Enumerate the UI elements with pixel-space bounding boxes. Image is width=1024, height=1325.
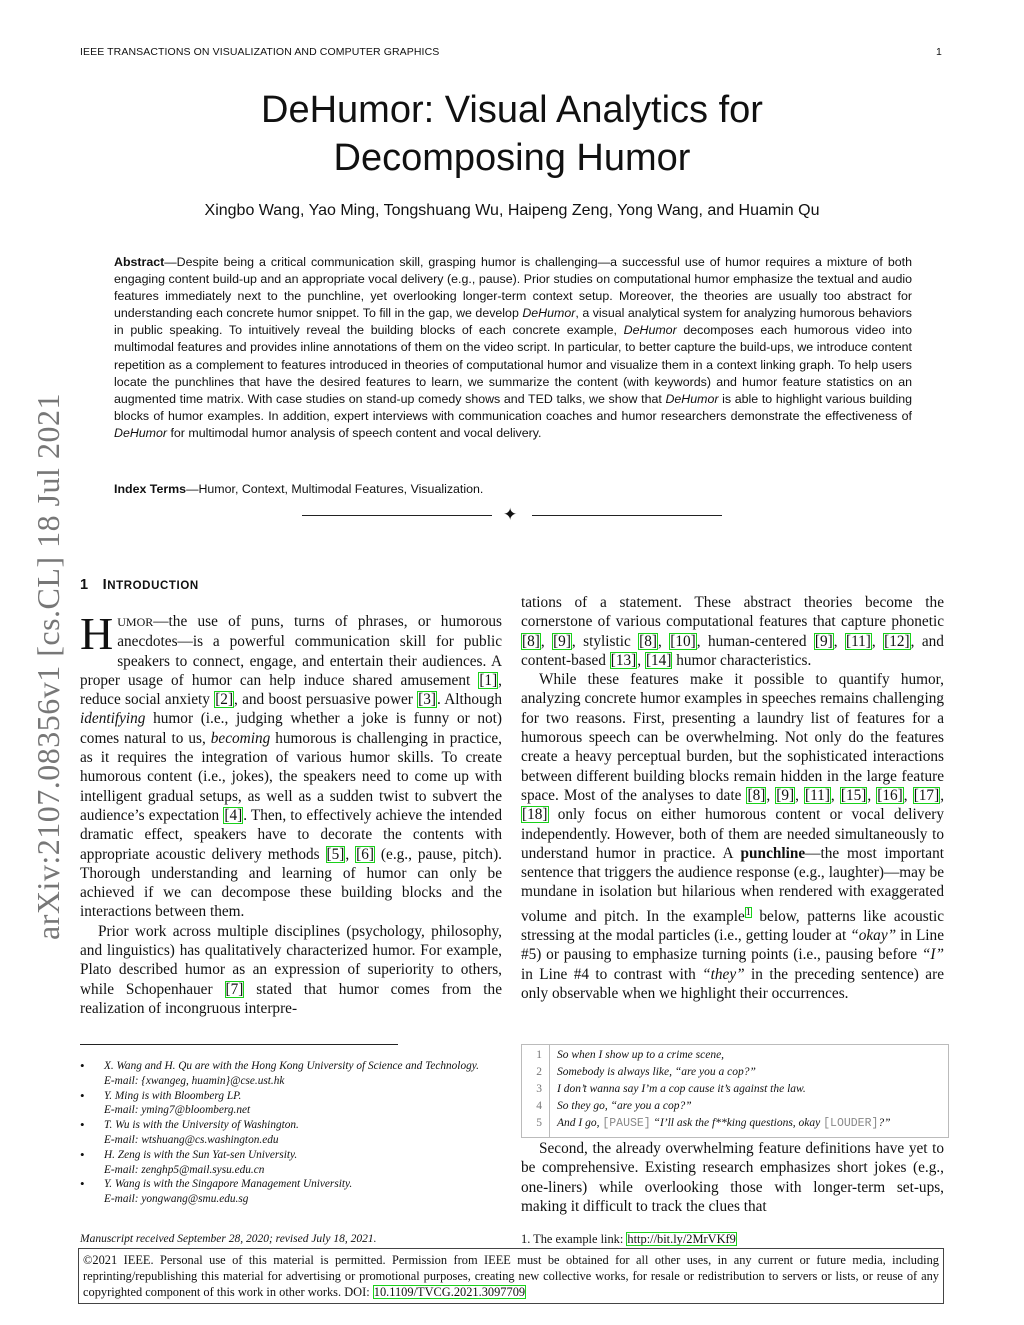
citation-link[interactable]: [5] <box>326 845 345 863</box>
affiliation-item <box>80 1148 502 1178</box>
body-text: , <box>830 786 840 804</box>
running-header: IEEE TRANSACTIONS ON VISUALIZATION AND COMPUTER GRAPHICS <box>80 46 440 58</box>
body-text: humor (i.e., judging whether a joke is funny or not) comes natural to us, <box>80 710 502 747</box>
body-text: . Although <box>436 691 502 709</box>
body-text: in Line #4 to contrast with <box>521 965 703 983</box>
example-url-link[interactable]: http://bit.ly/2MrVKf9 <box>627 1232 736 1246</box>
right-column-continued <box>521 1139 944 1216</box>
body-text: —the use of puns, turns of phrases, or humorous anecdotes—is a powerful communication skill for public speakers to connect, engage, and entertain their audiences. A proper usage of humor can help induce shared amusement <box>80 613 502 689</box>
emphasis: “okay” <box>850 927 897 945</box>
louder-tag: [LOUDER] <box>823 1117 879 1130</box>
citation-link[interactable]: [6] <box>356 845 374 863</box>
citation-link[interactable]: [10] <box>670 632 696 650</box>
arxiv-sidebar-stamp: arXiv:2107.08356v1 [cs.CL] 18 Jul 2021 <box>30 393 66 940</box>
body-text: humorous is challenging in practice, as it requires the integration of various humor skills. To create humorous content (i.e., jokes), the speakers need to come up with intelligent gradual setups, as well as a sudden twist to subvert the audience’s expectation <box>80 729 503 824</box>
line-number: 3 <box>536 1083 542 1095</box>
line-number: 1 <box>536 1049 542 1061</box>
system-name: DeHumor <box>114 425 168 440</box>
body-text: , <box>903 786 913 804</box>
affiliation-text: • X. Wang and H. Qu are with the Hong Kong University of Science and Technology. <box>104 1060 479 1072</box>
system-name: DeHumor <box>522 306 576 321</box>
copyright-notice <box>78 1248 944 1304</box>
body-text: , reduce social anxiety <box>80 671 502 709</box>
title-line-2: Decomposing Humor <box>333 137 691 179</box>
transcript-line <box>557 1117 891 1130</box>
affiliation-item <box>80 1089 502 1119</box>
body-text: , <box>940 786 945 804</box>
citation-link[interactable]: [16] <box>877 786 903 804</box>
line-number: 2 <box>536 1066 542 1078</box>
affiliation-item <box>80 1177 502 1207</box>
transcript-listing <box>521 1044 949 1138</box>
body-text: , <box>867 786 877 804</box>
section-title-rest: NTRODUCTION <box>107 580 199 592</box>
citation-link[interactable]: [4] <box>224 806 243 824</box>
transcript-text: ?” <box>878 1117 891 1129</box>
citation-link[interactable]: [9] <box>814 632 833 650</box>
footnote-1 <box>521 1232 737 1247</box>
citation-link[interactable]: [13] <box>610 651 637 669</box>
body-text: , <box>345 845 356 863</box>
citation-link[interactable]: [7] <box>225 980 244 998</box>
page-number: 1 <box>936 46 942 58</box>
body-text: . Then, to effectively achieve the intended dramatic effect, speakers have to decorate the contents with appropriate acoustic delivery methods <box>80 806 502 863</box>
body-text: While these features make it possible to quantify humor, analyzing concrete humor examples in speeches remains challenging for two reasons. First, presenting a laundry list of features for a humorous speech can be overwhelming. Not only do the features create a heavy perceptual burden, but the sophisticated interactions between different building blocks remain hidden in the large feature space. Most of the analyses to date <box>521 671 944 804</box>
abstract-text: is able to highlight various building blocks of humor examples. In addition, expert interviews with communication coaches and humor researchers demonstrate the effectiveness of <box>114 391 912 423</box>
right-column <box>521 593 944 1003</box>
citation-link[interactable]: [8] <box>522 632 540 650</box>
affiliation-text: • Y. Ming is with Bloomberg LP. <box>104 1089 242 1102</box>
paper-title <box>0 86 1024 182</box>
citation-link[interactable]: [14] <box>645 651 672 669</box>
citation-link[interactable]: [11] <box>805 786 830 804</box>
citation-link[interactable]: [8] <box>639 632 657 650</box>
body-text: Second, the already overwhelming feature definitions have yet to be comprehensive. Existing research emphasizes short jokes (e.g., one-liners) while overlooking those with longer-term set-ups, making it difficult to track the clues that <box>521 1140 944 1215</box>
body-text: below, patterns like acoustic stressing at the modal particles (i.e., getting louder at <box>521 907 944 945</box>
body-text: humor characteristics. <box>672 651 812 669</box>
abstract-label: Abstract <box>114 255 165 269</box>
affiliation-email: E-mail: yming7@bloomberg.net <box>104 1104 251 1117</box>
affiliation-email: E-mail: zenghp5@mail.sysu.edu.cn <box>104 1163 265 1176</box>
index-terms-text: —Humor, Context, Multimodal Features, Visualization. <box>186 482 484 496</box>
small-caps-word: UMOR <box>117 615 154 629</box>
body-text: , and content-based <box>521 632 944 669</box>
transcript-line: So when I show up to a crime scene, <box>557 1049 725 1061</box>
body-text: , <box>637 651 645 669</box>
footnote-ref-link[interactable]: 1 <box>745 906 751 918</box>
manuscript-dates: Manuscript received September 28, 2020; revised July 18, 2021. <box>80 1233 377 1245</box>
body-text: , <box>540 632 553 650</box>
abstract-text: for multimodal humor analysis of speech content and vocal delivery. <box>167 425 542 440</box>
index-terms <box>114 482 912 496</box>
divider-right <box>532 515 722 516</box>
body-text: , <box>871 632 884 650</box>
transcript-text: “I’ll ask the f**king questions, okay <box>650 1117 824 1129</box>
citation-link[interactable]: [12] <box>884 632 910 650</box>
affiliation-email: E-mail: wtshuang@cs.washington.edu <box>104 1133 279 1146</box>
body-text: in Line #5) or pausing to emphasize turning points (i.e., pausing before <box>521 927 944 964</box>
body-text: tations of a statement. These abstract theories become the cornerstone of various computational features that capture phonetic <box>521 594 944 631</box>
body-text: only focus on either humorous content or vocal delivery independently. However, both of them are needed simultaneously to understand humor in practice. A <box>521 806 944 862</box>
citation-link[interactable]: [8] <box>747 786 766 804</box>
affiliation-item <box>80 1118 502 1148</box>
transcript-line: I don’t wanna say I’m a cop cause it’s against the law. <box>557 1083 806 1095</box>
section-heading <box>80 577 199 593</box>
transcript-line: So they go, “are you a cop?” <box>557 1100 692 1112</box>
body-text: —the most important sentence that triggers the audience response (e.g., laughter)—may be mundane in isolation but hilarious when rendered with exaggerated volume and pitch. In the example <box>521 844 944 925</box>
body-text: in the preceding sentence) are only observable when we highlight their occurrences. <box>521 965 944 1003</box>
affiliation-text: • T. Wu is with the University of Washington. <box>104 1119 299 1132</box>
body-text: , stylistic <box>571 632 639 650</box>
transcript-text: And I go, <box>557 1117 603 1129</box>
line-number-divider <box>549 1045 550 1137</box>
drop-cap: H <box>80 608 114 659</box>
body-text: , <box>833 632 845 650</box>
emphasis: “they” <box>702 965 745 983</box>
citation-link[interactable]: [11] <box>845 632 871 650</box>
index-terms-label: Index Terms <box>114 482 187 496</box>
footnote-text: 1. The example link: <box>521 1232 627 1246</box>
bold-term: punchline <box>740 844 806 862</box>
emphasis: becoming <box>210 729 271 747</box>
emphasis: identifying <box>80 710 146 728</box>
doi-link[interactable]: 10.1109/TVCG.2021.3097709 <box>373 1285 526 1299</box>
affiliation-footnotes <box>80 1059 502 1207</box>
citation-link[interactable]: [3] <box>418 691 436 709</box>
diamond-ornament-icon: ✦ <box>503 505 518 525</box>
body-text: , and boost persuasive power <box>234 691 418 709</box>
citation-link[interactable]: [17] <box>913 786 940 804</box>
system-name: DeHumor <box>623 323 677 338</box>
author-list: Xingbo Wang, Yao Ming, Tongshuang Wu, Haipeng Zeng, Yong Wang, and Huamin Qu <box>204 202 820 219</box>
section-number: 1 <box>80 577 89 593</box>
abstract-text: decomposes each humorous video into multimodal features and provides inline annotations of them on the video script. In particular, to better capture the build-ups, we introduce content repetition as a complement to features introduced in theories of computational humor and visualize them in a context linking graph. To help users locate the punchlines that have the desired features to learn, we summarize the content (with keywords) and humor feature statistics on an augmented time matrix. With case studies on stand-up comedy shows and TED talks, we show that <box>114 323 912 406</box>
citation-link[interactable]: [9] <box>553 632 571 650</box>
system-name: DeHumor <box>665 391 719 406</box>
affiliation-text: • Y. Wang is with the Singapore Management University. <box>104 1178 353 1191</box>
body-text: (e.g., pause, pitch). Thorough understanding and learning of humor can only be achieved if we can decompose these building blocks and the interactions between them. <box>80 845 502 921</box>
line-number: 5 <box>536 1117 542 1129</box>
abstract-text: , a visual analytical system for analyzing humorous behaviors in public speaking. To intuitively reveal the building blocks of each concrete example, <box>114 306 912 338</box>
abstract-text: —Despite being a critical communication skill, grasping humor is challenging—a successful use of humor requires a mixture of both engaging content build-up and an appropriate vocal delivery (e.g., pause). Prior studies on computational humor emphasize the textual and audio features immediately next to the punchline, yet overlooking longer-term context setup. Moreover, the theories are usually too abstract for understanding each concrete humor snippet. To fill in the gap, we develop <box>114 255 912 321</box>
body-text: , <box>766 786 776 804</box>
citation-link[interactable]: [9] <box>776 786 795 804</box>
footnote-separator <box>80 1044 398 1045</box>
affiliation-text: • H. Zeng is with the Sun Yat-sen University. <box>104 1148 298 1161</box>
body-text: , <box>795 786 804 804</box>
line-number: 4 <box>536 1100 542 1112</box>
left-column <box>80 608 503 1018</box>
divider-left <box>302 515 492 516</box>
citation-link[interactable]: [1] <box>479 671 498 689</box>
body-text: , <box>658 632 670 650</box>
body-text: , human-centered <box>696 632 814 650</box>
citation-link[interactable]: [15] <box>840 786 867 804</box>
affiliation-email: E-mail: {xwangeg, huamin}@cse.ust.hk <box>104 1074 285 1087</box>
title-line-1: DeHumor: Visual Analytics for <box>261 89 763 131</box>
transcript-line: Somebody is always like, “are you a cop?” <box>557 1066 756 1078</box>
affiliation-item <box>80 1059 502 1089</box>
body-text: Prior work across multiple disciplines (psychology, philosophy, and linguistics) has qualitatively characterized humor. For example, Plato described humor as an expression of superiority to others, while Schopenhauer <box>80 922 502 998</box>
abstract <box>114 254 912 442</box>
pause-tag: [PAUSE] <box>602 1117 651 1130</box>
section-title-initial: I <box>102 577 108 593</box>
body-text: stated that humor comes from the realization of incongruous interpre- <box>80 980 502 1017</box>
citation-link[interactable]: [2] <box>215 691 234 709</box>
citation-link[interactable]: [18] <box>522 806 548 824</box>
affiliation-email: E-mail: yongwang@smu.edu.sg <box>104 1193 249 1206</box>
copyright-text: ©2021 IEEE. Personal use of this material is permitted. Permission from IEEE must be obtained for all other uses, in any current or future media, including reprinting/republishing this material for advertising or promotional purposes, creating new collective works, for resale or redistribution to servers or lists, or reuse of any copyrighted component of this work in other works. DOI: <box>83 1253 939 1299</box>
emphasis: “I” <box>921 946 944 964</box>
